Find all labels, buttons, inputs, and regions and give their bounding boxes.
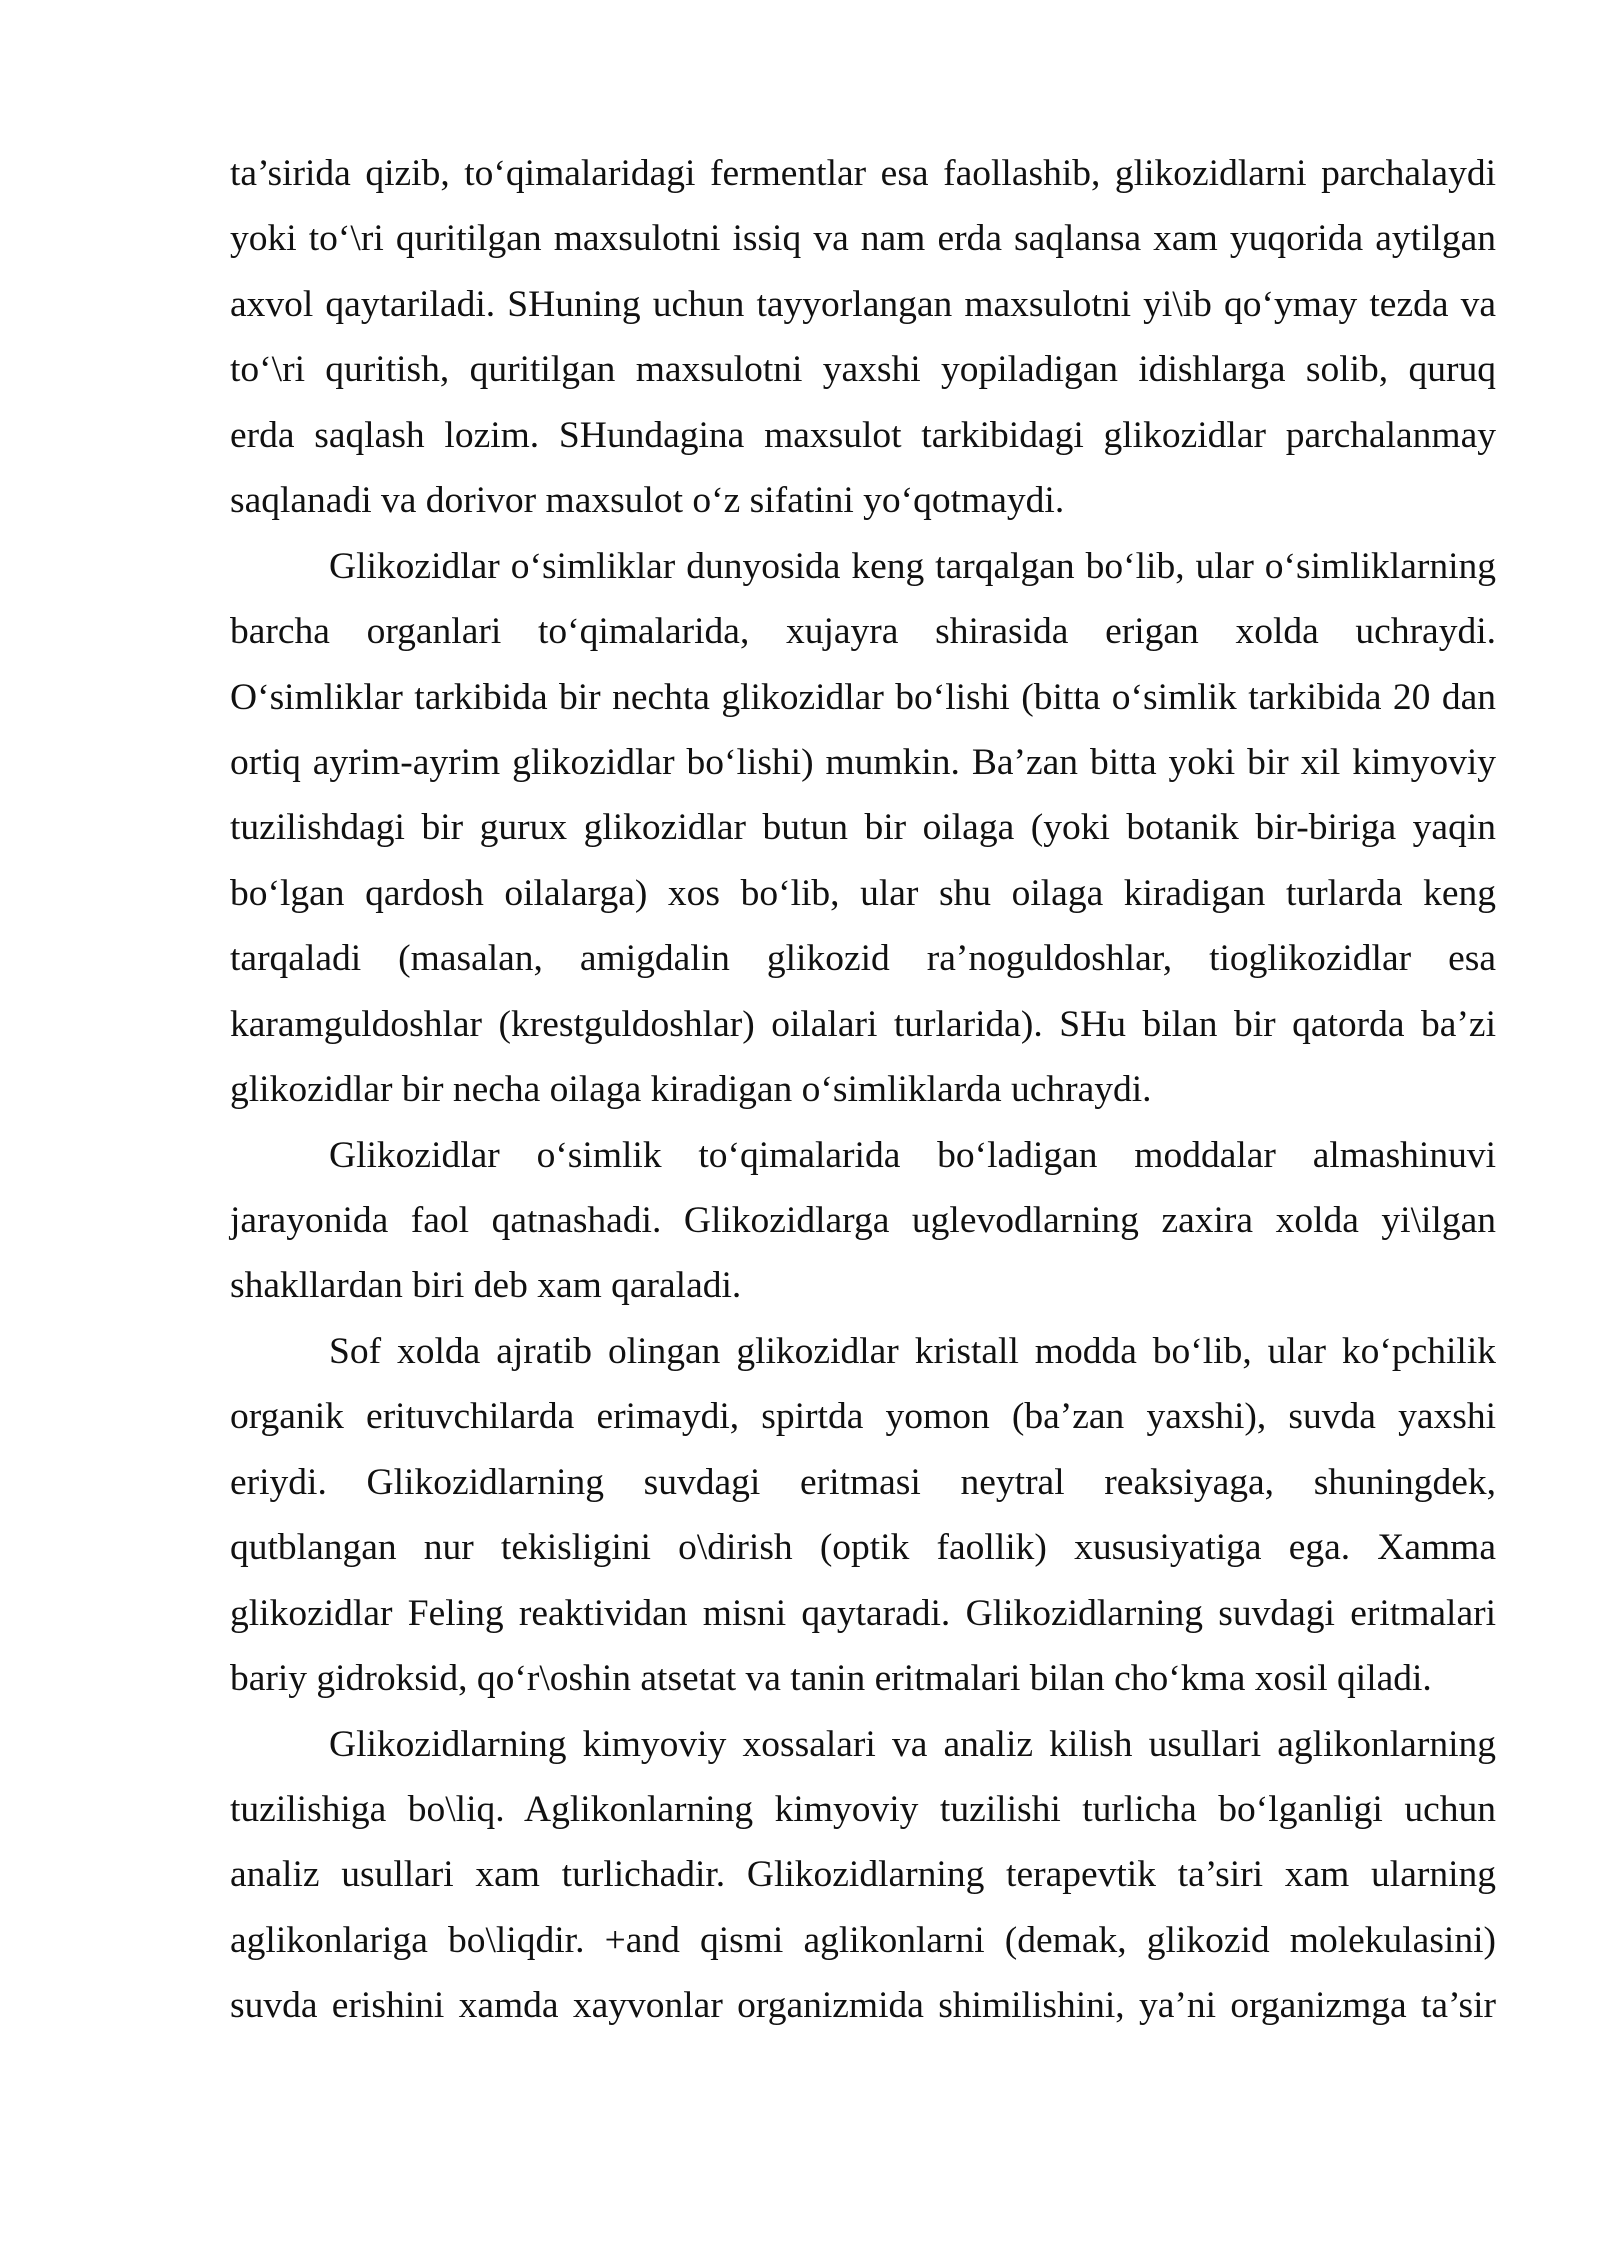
text-line: to‘\ri quritish, quritilgan maxsulotni yaxshi yopiladigan idishlarga solib, quruq	[230, 349, 1496, 391]
text-line: ta’sirida qizib, to‘qimalaridagi fermentlar esa faollashib, glikozidlarni parchalaydi	[230, 153, 1496, 194]
paragraph	[230, 1123, 1496, 1319]
text-line: yoki to‘\ri quritilgan maxsulotni issiq va nam erda saqlansa xam yuqorida aytilgan	[230, 218, 1496, 260]
text-line: Glikozidlarning kimyoviy xossalari va analiz kilish usullari aglikonlarning	[329, 1723, 1496, 1765]
paragraph	[230, 141, 1496, 534]
text-line: Glikozidlar o‘simliklar dunyosida keng tarqalgan bo‘lib, ular o‘simliklarning	[329, 545, 1496, 587]
text-line: ortiq ayrim-ayrim glikozidlar bo‘lishi) mumkin. Ba’zan bitta yoki bir xil kimyoviy	[230, 741, 1496, 783]
text-line: tuzilishdagi bir gurux glikozidlar butun bir oilaga (yoki botanik bir-biriga yaqin	[230, 807, 1496, 849]
text-line: eriydi. Glikozidlarning suvdagi eritmasi neytral reaksiyaga, shuningdek,	[230, 1461, 1496, 1503]
text-line: Glikozidlar o‘simlik to‘qimalarida bo‘ladigan moddalar almashinuvi	[329, 1134, 1496, 1176]
text-line: organik erituvchilarda erimaydi, spirtda yomon (ba’zan yaxshi), suvda yaxshi	[230, 1396, 1496, 1438]
text-line: saqlanadi va dorivor maxsulot o‘z sifatini yo‘qotmaydi.	[230, 480, 1065, 522]
paragraph	[230, 1319, 1496, 1712]
text-line: barcha organlari to‘qimalarida, xujayra shirasida erigan xolda uchraydi.	[230, 611, 1496, 653]
text-line: bo‘lgan qardosh oilalarga) xos bo‘lib, ular shu oilaga kiradigan turlarda keng	[230, 872, 1496, 914]
text-line: qutblangan nur tekisligini o\dirish (optik faollik) xususiyatiga ega. Xamma	[230, 1527, 1496, 1569]
text-line: suvda erishini xamda xayvonlar organizmida shimilishini, ya’ni organizmga ta’sir	[230, 1985, 1496, 2027]
text-line: karamguldoshlar (krestguldoshlar) oilalari turlarida). SHu bilan bir qatorda ba’zi	[230, 1003, 1496, 1045]
text-line: glikozidlar Feling reaktividan misni qaytaradi. Glikozidlarning suvdagi eritmalari	[230, 1592, 1496, 1634]
text-line: O‘simliklar tarkibida bir nechta glikozidlar bo‘lishi (bitta o‘simlik tarkibida 20 dan	[230, 676, 1496, 718]
text-line: tuzilishiga bo\liq. Aglikonlarning kimyoviy tuzilishi turlicha bo‘lganligi uchun	[230, 1788, 1496, 1830]
text-line: erda saqlash lozim. SHundagina maxsulot tarkibidagi glikozidlar parchalanmay	[230, 414, 1496, 456]
text-line: bariy gidroksid, qo‘r\oshin atsetat va tanin eritmalari bilan cho‘kma xosil qiladi.	[230, 1658, 1432, 1700]
text-line: jarayonida faol qatnashadi. Glikozidlarga uglevodlarning zaxira xolda yi\ilgan	[230, 1200, 1496, 1241]
text-line: aglikonlariga bo\liqdir. +and qismi aglikonlarni (demak, glikozid molekulasini)	[230, 1919, 1496, 1961]
text-line: tarqaladi (masalan, amigdalin glikozid ra’noguldoshlar, tioglikozidlar esa	[230, 938, 1496, 980]
text-line: glikozidlar bir necha oilaga kiradigan o‘simliklarda uchraydi.	[230, 1069, 1152, 1111]
paragraph	[230, 534, 1496, 1123]
text-line: shakllardan biri deb xam qaraladi.	[230, 1265, 742, 1307]
text-line: axvol qaytariladi. SHuning uchun tayyorlangan maxsulotni yi\ib qo‘ymay tezda va	[230, 283, 1496, 325]
text-line: Sof xolda ajratib olingan glikozidlar kristall modda bo‘lib, ular ko‘pchilik	[329, 1330, 1496, 1372]
text-line: analiz usullari xam turlichadir. Glikozidlarning terapevtik ta’siri xam ularning	[230, 1854, 1496, 1896]
body-text	[230, 141, 1496, 2039]
paragraph	[230, 1712, 1496, 2039]
